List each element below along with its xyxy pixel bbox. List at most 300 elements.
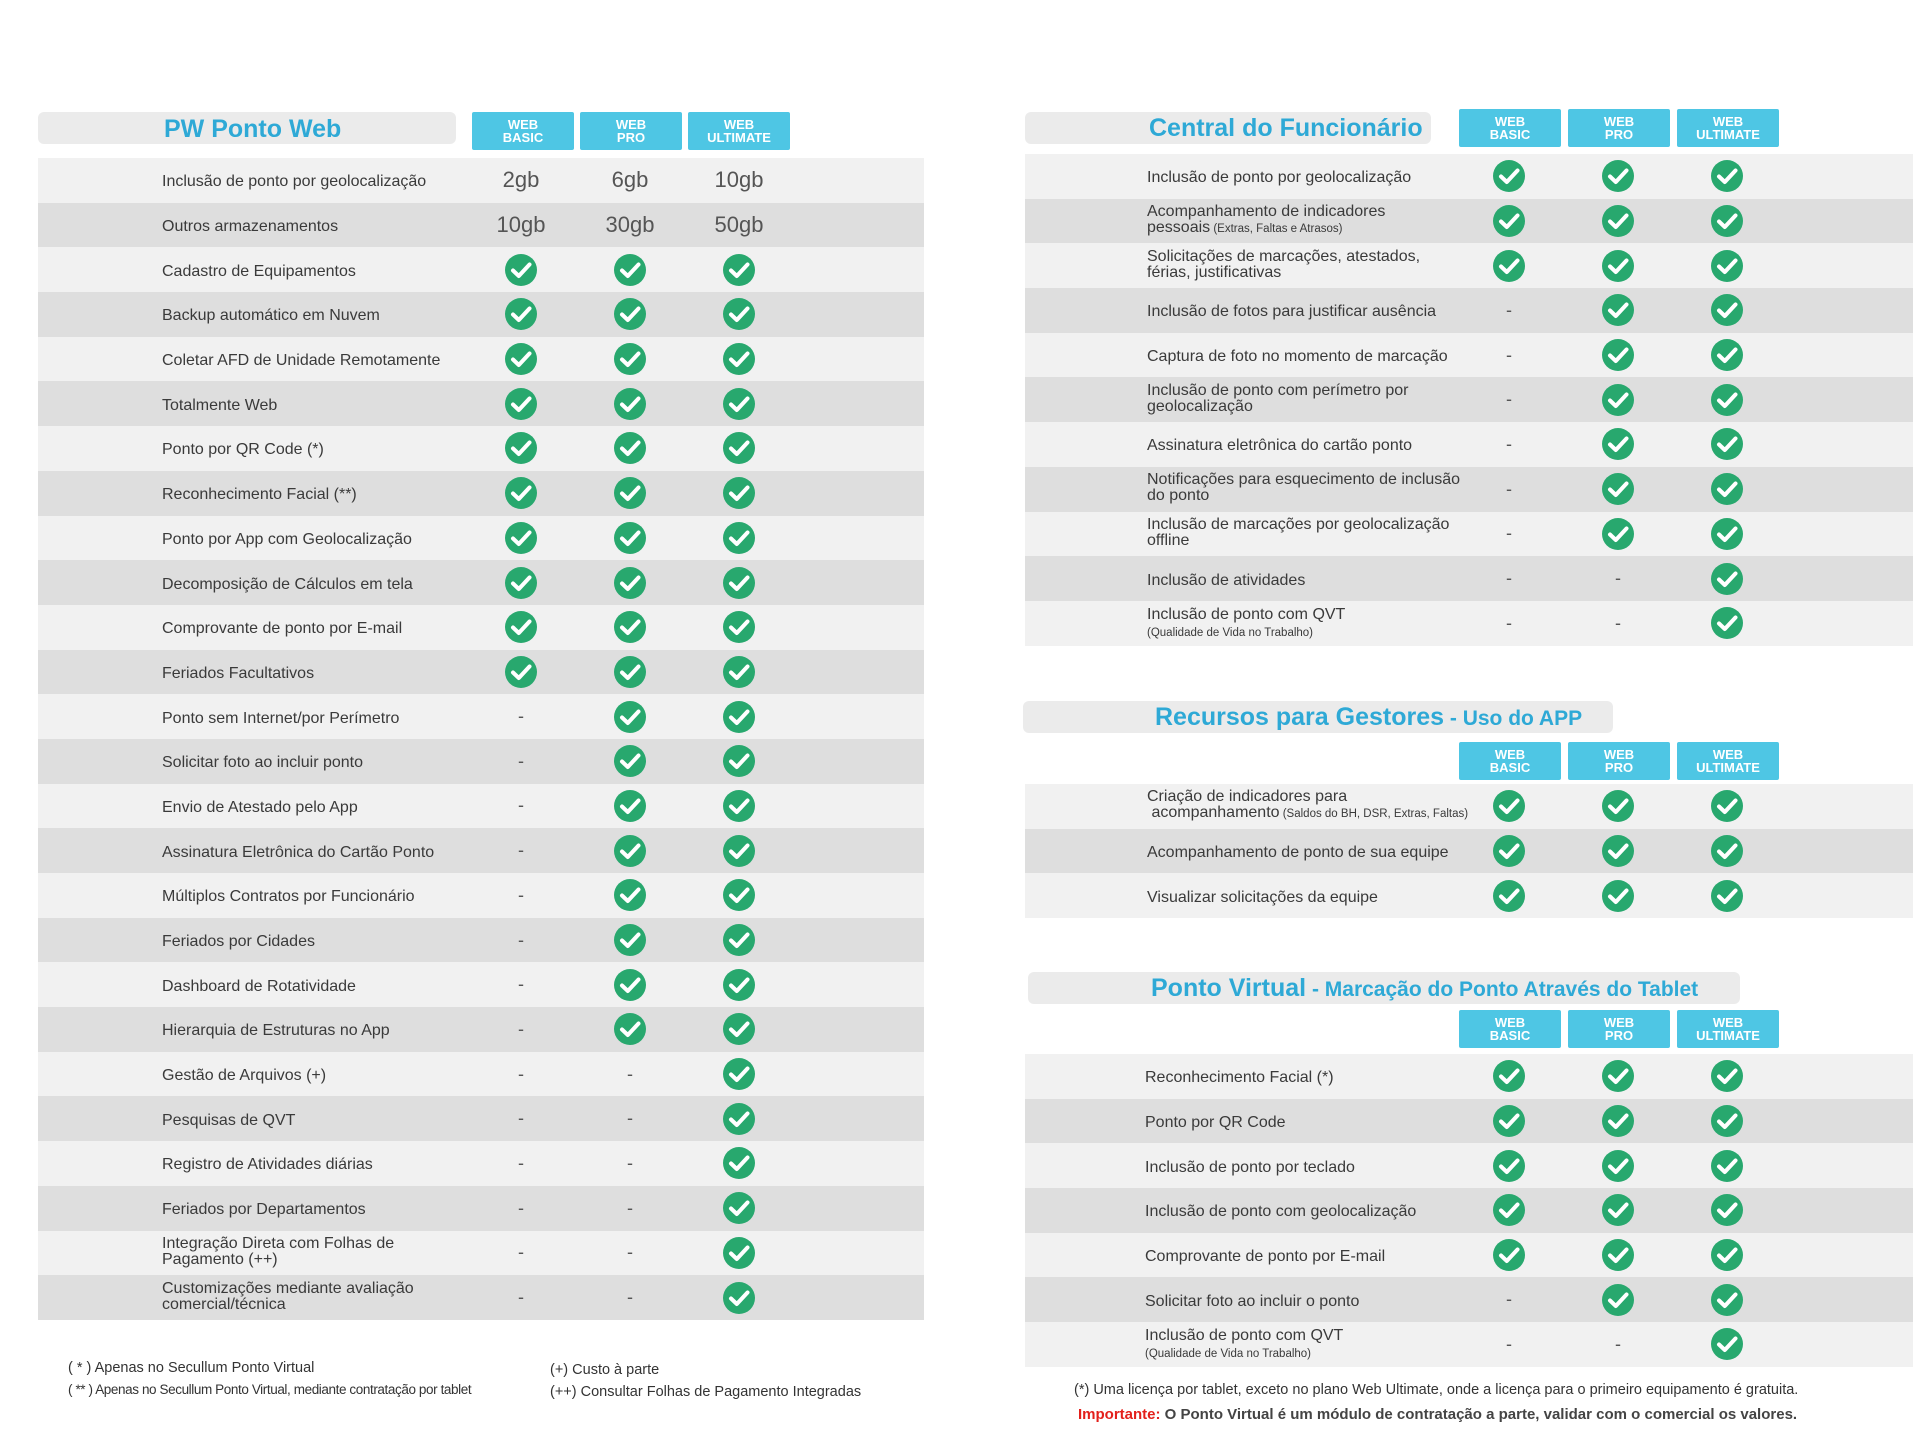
check-circle-icon <box>613 253 647 287</box>
plan-cell-pro <box>580 471 680 516</box>
not-included-dash: - <box>1506 612 1512 633</box>
feature-label <box>162 979 356 995</box>
plan-label-line: BASIC <box>1489 1028 1531 1043</box>
plan-cell-pro <box>1568 467 1668 512</box>
table-row <box>38 694 924 739</box>
plan-cell-pro <box>580 605 680 650</box>
check-circle-icon <box>1710 338 1744 372</box>
table-row <box>38 381 924 426</box>
check-circle-icon <box>1601 1059 1635 1093</box>
feature-label <box>162 353 440 369</box>
feature-label-text: Inclusão de ponto com QVT <box>1145 1327 1344 1345</box>
plan-cell-pro <box>580 873 680 918</box>
plan-cell-pro <box>1568 1322 1668 1367</box>
table-row <box>38 1186 924 1231</box>
plan-cell-basic <box>471 247 571 292</box>
check-circle-icon <box>1601 1104 1635 1138</box>
check-circle-icon <box>1710 517 1744 551</box>
storage-value: 30gb <box>605 212 655 238</box>
feature-label-text: Outros armazenamentos <box>162 218 339 236</box>
plan-cell-pro <box>580 1275 680 1320</box>
feature-label-text: Integração Direta com Folhas de Pagamento (++) <box>162 1234 395 1268</box>
feature-label <box>1147 607 1345 641</box>
check-circle-icon <box>504 342 538 376</box>
feature-label-text: Reconhecimento Facial (*) <box>1145 1069 1334 1087</box>
feature-label <box>1147 304 1436 320</box>
plan-header-basic <box>1459 109 1561 147</box>
table-row <box>38 1231 924 1276</box>
footnote: (+) Custo à parte <box>550 1362 660 1378</box>
plan-cell-basic <box>1459 199 1559 244</box>
not-included-dash: - <box>518 795 524 816</box>
feature-label-note: (Qualidade de Vida no Trabalho) <box>1147 627 1314 640</box>
plan-cell-ultimate <box>689 1231 789 1276</box>
plan-label-line: WEB <box>1603 114 1635 129</box>
check-circle-icon <box>1710 1327 1744 1361</box>
plan-cell-pro <box>1568 243 1668 288</box>
not-included-dash: - <box>1506 1333 1512 1354</box>
plan-cell-ultimate <box>689 158 789 203</box>
feature-label-text: Customizações mediante avaliação comercial/técnica <box>162 1279 414 1313</box>
check-circle-icon <box>1492 159 1526 193</box>
table-row <box>38 158 924 203</box>
plan-cell-ultimate <box>689 605 789 650</box>
plan-header-ultimate <box>688 112 790 150</box>
plan-cell-basic <box>471 292 571 337</box>
plan-cell-ultimate <box>1677 1322 1777 1367</box>
plan-cell-pro <box>1568 377 1668 422</box>
section-title <box>1155 701 1582 735</box>
table-row <box>38 560 924 605</box>
storage-value: 2gb <box>502 167 540 193</box>
check-circle-icon <box>613 744 647 778</box>
plan-cell-pro <box>1568 556 1668 601</box>
plan-cell-ultimate <box>689 337 789 382</box>
plan-cell-pro <box>580 247 680 292</box>
plan-label-line: PRO <box>616 130 646 145</box>
feature-label-text: Dashboard de Rotatividade <box>162 977 356 995</box>
check-circle-icon <box>1710 204 1744 238</box>
plan-cell-ultimate <box>1677 333 1777 378</box>
feature-label <box>1147 204 1385 237</box>
footnote: ( * ) Apenas no Secullum Ponto Virtual <box>68 1360 315 1376</box>
table-row <box>38 1052 924 1097</box>
check-circle-icon <box>1601 1193 1635 1227</box>
check-circle-icon <box>1710 293 1744 327</box>
feature-label <box>1147 383 1408 415</box>
feature-label <box>1147 472 1460 504</box>
table-row <box>1025 467 1913 512</box>
feature-table <box>1025 784 1913 918</box>
plan-cell-basic <box>1459 829 1559 874</box>
check-circle-icon <box>613 700 647 734</box>
check-circle-icon <box>1601 1283 1635 1317</box>
feature-label-text: Captura de foto no momento de marcação <box>1147 348 1448 366</box>
table-row <box>38 1141 924 1186</box>
plan-label-line: ULTIMATE <box>1696 760 1760 775</box>
table-row <box>38 426 924 471</box>
plan-cell-pro <box>580 1231 680 1276</box>
feature-label-text: Feriados por Departamentos <box>162 1201 366 1219</box>
plan-cell-pro <box>1568 601 1668 646</box>
table-row <box>38 605 924 650</box>
plan-cell-basic <box>471 426 571 471</box>
check-circle-icon <box>613 431 647 465</box>
feature-label <box>162 398 277 414</box>
check-circle-icon <box>1710 1193 1744 1227</box>
feature-label-text: Visualizar solicitações da equipe <box>1147 888 1378 906</box>
feature-label <box>1147 890 1378 906</box>
check-circle-icon <box>722 789 756 823</box>
plan-cell-pro <box>580 1007 680 1052</box>
table-row <box>1025 422 1913 467</box>
storage-value: 50gb <box>714 212 764 238</box>
plan-cell-basic <box>1459 784 1559 829</box>
feature-table <box>1025 1054 1913 1367</box>
plan-cell-basic <box>471 739 571 784</box>
section-title: PW Ponto Web <box>164 115 342 143</box>
plan-cell-ultimate <box>1677 467 1777 512</box>
feature-label-note: (Saldos do BH, DSR, Extras, Faltas) <box>1279 808 1469 821</box>
not-included-dash: - <box>518 706 524 727</box>
plan-cell-basic <box>1459 1322 1559 1367</box>
plan-cell-ultimate <box>689 650 789 695</box>
check-circle-icon <box>613 968 647 1002</box>
table-row <box>1025 1054 1913 1099</box>
plan-label-line: WEB <box>1712 1015 1744 1030</box>
table-row <box>1025 154 1913 199</box>
plan-label-line: PRO <box>1604 127 1634 142</box>
plan-cell-ultimate <box>689 247 789 292</box>
plan-label-line: PRO <box>1604 760 1634 775</box>
check-circle-icon <box>722 1236 756 1270</box>
plan-cell-pro <box>1568 512 1668 557</box>
check-circle-icon <box>722 1012 756 1046</box>
plan-cell-ultimate <box>1677 829 1777 874</box>
plan-cell-pro <box>580 1141 680 1186</box>
feature-label-text: Assinatura eletrônica do cartão ponto <box>1147 437 1413 455</box>
check-circle-icon <box>1601 427 1635 461</box>
check-circle-icon <box>1710 1283 1744 1317</box>
plan-cell-pro <box>1568 422 1668 467</box>
feature-label-text: Inclusão de ponto por geolocalização <box>1147 169 1412 187</box>
table-row <box>1025 512 1913 557</box>
table-row <box>1025 333 1913 378</box>
feature-label <box>162 621 402 637</box>
section-title-main: Ponto Virtual <box>1151 974 1307 1002</box>
feature-label <box>1145 1115 1286 1131</box>
plan-cell-basic <box>471 1275 571 1320</box>
feature-label-text: Totalmente Web <box>162 396 278 414</box>
table-row <box>1025 556 1913 601</box>
feature-label <box>1147 517 1449 549</box>
plan-cell-pro <box>1568 1143 1668 1188</box>
check-circle-icon <box>722 1146 756 1180</box>
plan-header-ultimate <box>1677 109 1779 147</box>
table-row <box>38 828 924 873</box>
check-circle-icon <box>1710 427 1744 461</box>
plan-cell-basic <box>1459 601 1559 646</box>
plan-cell-ultimate <box>1677 512 1777 557</box>
table-row <box>1025 243 1913 288</box>
plan-header-pro <box>580 112 682 150</box>
not-included-dash: - <box>518 1287 524 1308</box>
plan-cell-ultimate <box>689 381 789 426</box>
table-row <box>1025 1277 1913 1322</box>
plan-cell-basic <box>471 694 571 739</box>
plan-cell-ultimate <box>1677 1233 1777 1278</box>
table-row <box>1025 873 1913 918</box>
feature-label <box>162 1281 414 1313</box>
feature-label <box>162 1202 366 1218</box>
check-circle-icon <box>1492 879 1526 913</box>
plan-cell-pro <box>1568 1188 1668 1233</box>
check-circle-icon <box>613 789 647 823</box>
check-circle-icon <box>1601 879 1635 913</box>
plan-cell-ultimate <box>1677 422 1777 467</box>
plan-cell-ultimate <box>689 918 789 963</box>
check-circle-icon <box>722 968 756 1002</box>
check-circle-icon <box>1492 834 1526 868</box>
plan-header-basic <box>472 112 574 150</box>
check-circle-icon <box>504 566 538 600</box>
check-circle-icon <box>1601 472 1635 506</box>
table-row <box>38 203 924 248</box>
plan-cell-basic <box>471 381 571 426</box>
table-row <box>38 247 924 292</box>
not-included-dash: - <box>1506 478 1512 499</box>
not-included-dash: - <box>518 840 524 861</box>
feature-label-text: Solicitações de marcações, atestados, férias, justificativas <box>1147 247 1421 281</box>
check-circle-icon <box>1601 1238 1635 1272</box>
check-circle-icon <box>1710 383 1744 417</box>
check-circle-icon <box>722 431 756 465</box>
plan-cell-pro <box>1568 1054 1668 1099</box>
plan-cell-pro <box>1568 784 1668 829</box>
feature-label-text: Registro de Atividades diárias <box>162 1156 373 1174</box>
plan-cell-pro <box>580 694 680 739</box>
plan-cell-ultimate <box>689 516 789 561</box>
plan-cell-basic <box>1459 377 1559 422</box>
plan-cell-basic <box>1459 1277 1559 1322</box>
table-row <box>38 918 924 963</box>
check-circle-icon <box>613 923 647 957</box>
plan-cell-pro <box>1568 1233 1668 1278</box>
check-circle-icon <box>504 431 538 465</box>
feature-label-text: Inclusão de marcações por geolocalização offline <box>1147 515 1450 549</box>
check-circle-icon <box>722 521 756 555</box>
feature-label <box>1147 170 1411 186</box>
plan-cell-ultimate <box>689 560 789 605</box>
plan-cell-pro <box>1568 1099 1668 1144</box>
plan-cell-pro <box>580 381 680 426</box>
feature-label-text: Hierarquia de Estruturas no App <box>162 1022 390 1040</box>
table-row <box>38 337 924 382</box>
plan-cell-ultimate <box>689 292 789 337</box>
not-included-dash: - <box>518 884 524 905</box>
check-circle-icon <box>722 476 756 510</box>
check-circle-icon <box>1492 1193 1526 1227</box>
important-text: O Ponto Virtual é um módulo de contratação a parte, validar com o comercial os valores. <box>1160 1406 1798 1423</box>
plan-cell-basic <box>1459 243 1559 288</box>
check-circle-icon <box>722 655 756 689</box>
plan-cell-basic <box>1459 1099 1559 1144</box>
not-included-dash: - <box>1615 1333 1621 1354</box>
plan-cell-pro <box>580 1096 680 1141</box>
plan-cell-ultimate <box>689 1052 789 1097</box>
plan-header-basic <box>1459 742 1561 780</box>
plan-cell-pro <box>1568 333 1668 378</box>
footnote: (++) Consultar Folhas de Pagamento Integradas <box>550 1384 862 1400</box>
feature-label-text: Ponto por App com Geolocalização <box>162 530 412 548</box>
not-included-dash: - <box>1506 1289 1512 1310</box>
plan-cell-basic <box>471 918 571 963</box>
check-circle-icon <box>1492 1149 1526 1183</box>
plan-label-line: WEB <box>1494 747 1526 762</box>
not-included-dash: - <box>518 750 524 771</box>
plan-cell-pro <box>580 739 680 784</box>
not-included-dash: - <box>1506 389 1512 410</box>
feature-label-text: Inclusão de ponto com perímetro por geolocalização <box>1147 381 1409 415</box>
feature-label <box>1145 1294 1359 1310</box>
feature-label-text: Solicitar foto ao incluir ponto <box>162 754 363 772</box>
feature-label-text: Gestão de Arquivos (+) <box>162 1067 327 1085</box>
plan-cell-ultimate <box>1677 377 1777 422</box>
plan-cell-basic <box>471 471 571 516</box>
check-circle-icon <box>722 834 756 868</box>
not-included-dash: - <box>518 1108 524 1129</box>
feature-label <box>162 577 413 593</box>
storage-value: 6gb <box>611 167 649 193</box>
table-row <box>38 516 924 561</box>
plan-cell-pro <box>580 962 680 1007</box>
feature-label-text: Ponto por QR Code <box>1145 1114 1286 1132</box>
feature-label-text: Inclusão de ponto com geolocalização <box>1145 1203 1417 1221</box>
feature-label <box>1147 249 1420 281</box>
feature-label <box>1147 438 1412 454</box>
plan-cell-ultimate <box>1677 1054 1777 1099</box>
check-circle-icon <box>1710 472 1744 506</box>
feature-label <box>162 487 357 503</box>
not-included-dash: - <box>518 1152 524 1173</box>
plan-label-line: WEB <box>1494 1015 1526 1030</box>
feature-label <box>162 1068 326 1084</box>
plan-cell-basic <box>471 516 571 561</box>
feature-label <box>1147 573 1305 589</box>
feature-label-text: Inclusão de fotos para justificar ausência <box>1147 303 1437 321</box>
important-note <box>1078 1406 1797 1423</box>
feature-label <box>162 174 426 190</box>
feature-label-text: Solicitar foto ao incluir o ponto <box>1145 1292 1360 1310</box>
table-row <box>1025 288 1913 333</box>
table-row <box>1025 1188 1913 1233</box>
table-row <box>38 292 924 337</box>
check-circle-icon <box>504 521 538 555</box>
not-included-dash: - <box>518 1197 524 1218</box>
check-circle-icon <box>722 610 756 644</box>
not-included-dash: - <box>627 1108 633 1129</box>
feature-label-text: Coletar AFD de Unidade Remotamente <box>162 352 441 370</box>
check-circle-icon <box>722 1281 756 1315</box>
not-included-dash: - <box>1506 568 1512 589</box>
plan-cell-pro <box>580 650 680 695</box>
feature-label <box>162 711 399 727</box>
plan-cell-ultimate <box>689 873 789 918</box>
check-circle-icon <box>722 923 756 957</box>
plan-cell-pro <box>580 158 680 203</box>
not-included-dash: - <box>627 1242 633 1263</box>
check-circle-icon <box>1492 789 1526 823</box>
plan-cell-pro <box>580 292 680 337</box>
plan-cell-basic <box>1459 1233 1559 1278</box>
table-row <box>1025 784 1913 829</box>
not-included-dash: - <box>518 1242 524 1263</box>
important-label: Importante: <box>1078 1406 1161 1423</box>
check-circle-icon <box>722 700 756 734</box>
plan-cell-pro <box>580 1052 680 1097</box>
plan-cell-ultimate <box>1677 199 1777 244</box>
feature-label-text: Reconhecimento Facial (**) <box>162 486 357 504</box>
check-circle-icon <box>1601 159 1635 193</box>
plan-cell-basic <box>471 650 571 695</box>
plan-label-line: ULTIMATE <box>707 130 771 145</box>
feature-label-text: Múltiplos Contratos por Funcionário <box>162 888 415 906</box>
plan-label-line: ULTIMATE <box>1696 1028 1760 1043</box>
check-circle-icon <box>613 878 647 912</box>
plan-label-line: WEB <box>1712 747 1744 762</box>
plan-cell-ultimate <box>1677 1188 1777 1233</box>
table-row <box>1025 377 1913 422</box>
feature-label-text: Comprovante de ponto por E-mail <box>162 620 403 638</box>
section-subtitle: - Uso do APP <box>1444 707 1583 730</box>
check-circle-icon <box>1710 159 1744 193</box>
feature-label-text: Comprovante de ponto por E-mail <box>1145 1248 1386 1266</box>
plan-cell-ultimate <box>689 962 789 1007</box>
plan-header-ultimate <box>1677 1010 1779 1048</box>
plan-label-line: WEB <box>1603 1015 1635 1030</box>
section-title-main: Recursos para Gestores <box>1155 703 1445 731</box>
plan-cell-basic <box>1459 154 1559 199</box>
plan-cell-basic <box>471 158 571 203</box>
feature-label-text: Envio de Atestado pelo App <box>162 798 358 816</box>
plan-cell-basic <box>471 1231 571 1276</box>
feature-label-text: Inclusão de ponto por teclado <box>1145 1158 1355 1176</box>
check-circle-icon <box>722 342 756 376</box>
plan-label-line: BASIC <box>502 130 544 145</box>
storage-value: 10gb <box>496 212 546 238</box>
feature-label <box>162 219 338 235</box>
storage-value: 10gb <box>714 167 764 193</box>
plan-cell-basic <box>471 784 571 829</box>
table-row <box>1025 1099 1913 1144</box>
plan-cell-basic <box>471 962 571 1007</box>
feature-label-text: Cadastro de Equipamentos <box>162 262 356 280</box>
feature-label <box>162 755 363 771</box>
feature-label <box>1145 1249 1385 1265</box>
plan-cell-basic <box>471 337 571 382</box>
section-title: Central do Funcionário <box>1149 114 1423 142</box>
section-subtitle: - Marcação do Ponto Através do Tablet <box>1306 978 1699 1001</box>
plan-cell-ultimate <box>689 828 789 873</box>
plan-cell-basic <box>471 1186 571 1231</box>
check-circle-icon <box>1601 834 1635 868</box>
not-included-dash: - <box>518 1018 524 1039</box>
check-circle-icon <box>504 610 538 644</box>
check-circle-icon <box>722 387 756 421</box>
plan-cell-pro <box>580 918 680 963</box>
feature-table <box>1025 154 1913 646</box>
check-circle-icon <box>1601 293 1635 327</box>
